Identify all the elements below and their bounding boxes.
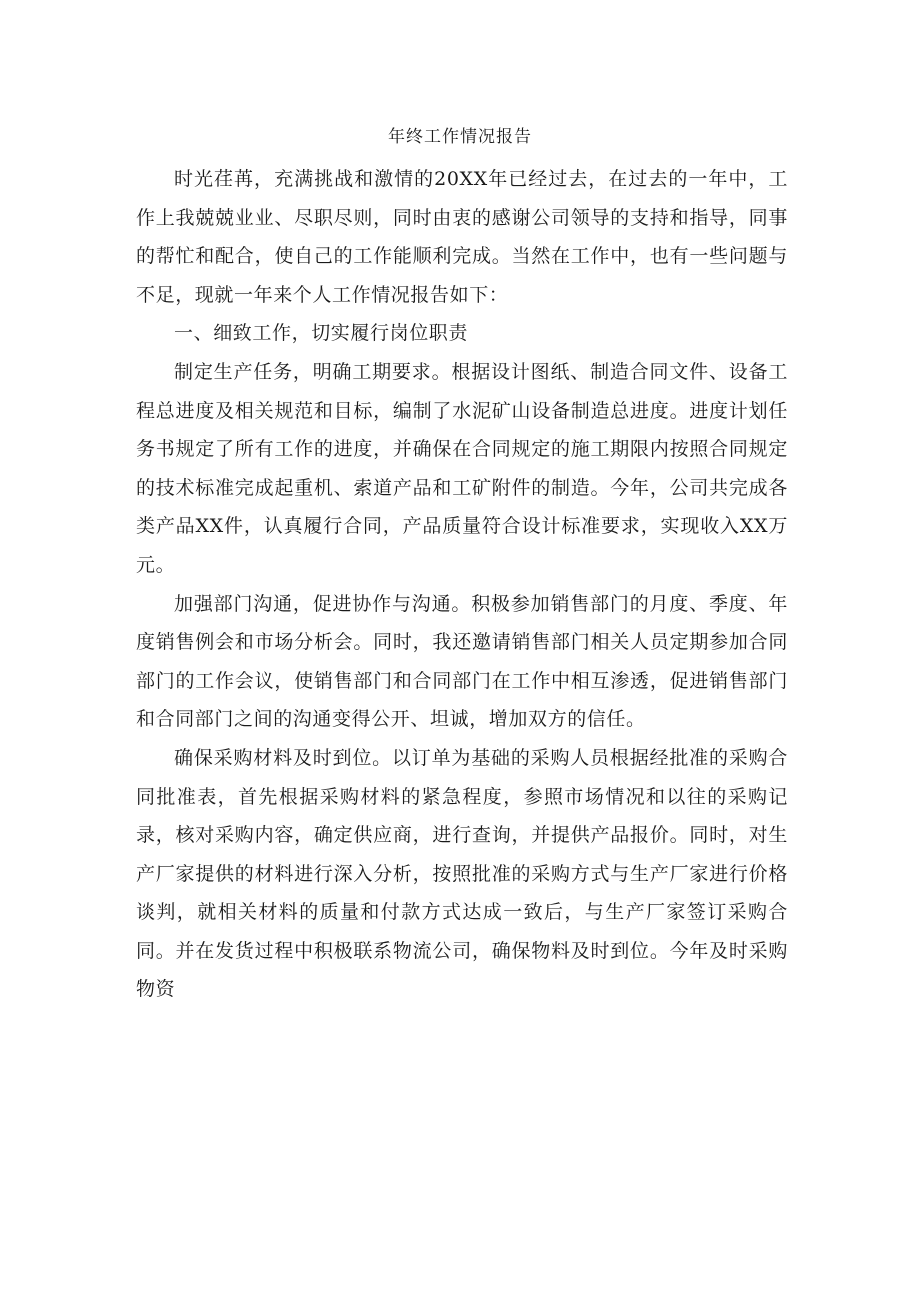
section-heading: 一、细致工作，切实履行岗位职责 — [174, 322, 469, 345]
document-body — [136, 160, 788, 1009]
paragraph-production-tasks: 制定生产任务，明确工期要求。根据设计图纸、制造合同文件、设备工程总进度及相关规范和目标，编制了水泥矿山设备制造总进度。进度计划任务书规定了所有工作的进度，并确保在合同规定的施工期限内按照合同规定的技术标准完成起重机、索道产品和工矿附件的制造。今年，公司共完成各类产品XX件，认真履行合同，产品质量符合设计标准要求，实现收入XX万元。 — [136, 360, 788, 576]
paragraph-procurement: 确保采购材料及时到位。以订单为基础的采购人员根据经批准的采购合同批准表，首先根据采购材料的紧急程度，参照市场情况和以往的采购记录，核对采购内容，确定供应商，进行查询，并提供产品报价。同时，对生产厂家提供的材料进行深入分析，按照批准的采购方式与生产厂家进行价格谈判，就相关材料的质量和付款方式达成一致后，与生产厂家签订采购合同。并在发货过程中积极联系物流公司，确保物料及时到位。今年及时采购物资 — [136, 746, 788, 1001]
paragraph-intro: 时光荏苒，充满挑战和激情的20XX年已经过去，在过去的一年中，工作上我兢兢业业、尽职尽则，同时由衷的感谢公司领导的支持和指导，同事的帮忙和配合，使自己的工作能顺利完成。当然在工作中，也有一些问题与不足，现就一年来个人工作情况报告如下： — [136, 168, 788, 306]
document-title: 年终工作情况报告 — [388, 127, 532, 147]
paragraph-department-communication: 加强部门沟通，促进协作与沟通。积极参加销售部门的月度、季度、年度销售例会和市场分析会。同时，我还邀请销售部门相关人员定期参加合同部门的工作会议，使销售部门和合同部门在工作中相互渗透，促进销售部门和合同部门之间的沟通变得公开、坦诚，增加双方的信任。 — [136, 592, 788, 731]
